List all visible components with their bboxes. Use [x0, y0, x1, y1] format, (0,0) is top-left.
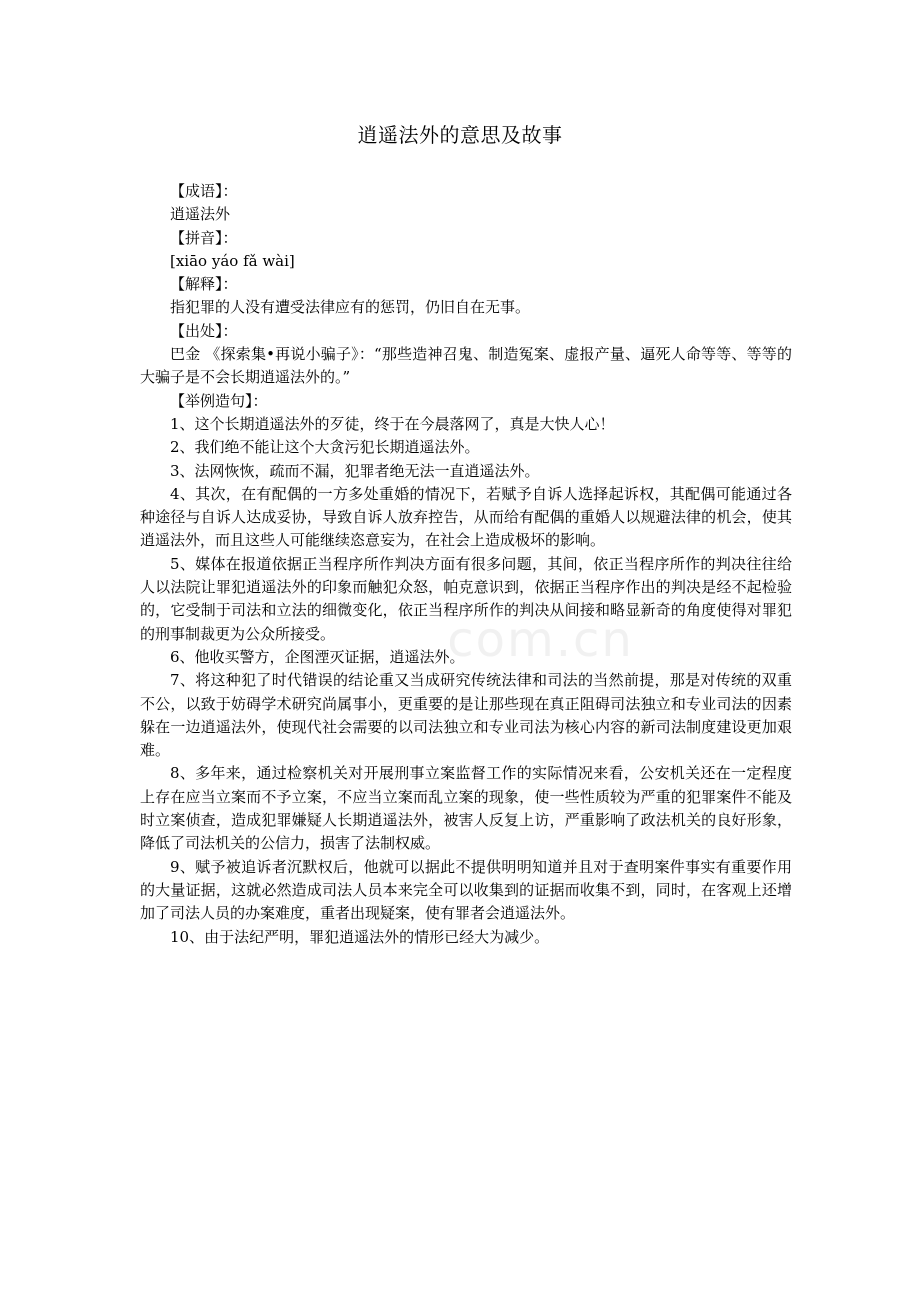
document-title: 逍遥法外的意思及故事 — [357, 123, 563, 147]
pinyin-label: 【拼音】： — [170, 228, 238, 247]
meaning-label: 【解释】： — [170, 275, 238, 294]
example-sentence: 4、其次，在有配偶的一方多处重婚的情况下，若赋予自诉人选择起诉权，其配偶可能通过各种途径与自诉人达成妥协，导致自诉人放弃控告，从而给有配偶的重婚人以规避法律的机会，使其逍遥法外，而且这些人可能继续恣意妄为，在社会上造成极坏的影响。 — [140, 484, 792, 550]
examples-label: 【举例造句】： — [170, 391, 268, 410]
source-label: 【出处】： — [170, 321, 238, 340]
example-sentence: 8、多年来，通过检察机关对开展刑事立案监督工作的实际情况来看，公安机关还在一定程度上存在应当立案而不予立案，不应当立案而乱立案的现象，使一些性质较为严重的犯罪案件不能及时立案侦查，造成犯罪嫌疑人长期逍遥法外，被害人反复上访，严重影响了政法机关的良好形象，降低了司法机关的公信力，损害了法制权威。 — [140, 764, 792, 853]
example-sentence: 5、媒体在报道依据正当程序所作判决方面有很多问题，其间，依正当程序所作的判决往往给人以法院让罪犯逍遥法外的印象而触犯众怒，帕克意识到，依据正当程序作出的判决是经不起检验的，它受制于司法和立法的细微变化，依正当程序所作的判决从间接和略显新奇的角度使得对罪犯的刑事制裁更为公众所接受。 — [140, 554, 792, 643]
document-body — [140, 180, 792, 949]
source-text: 巴金 《探索集•再说小骗子》：“那些造神召鬼、制造冤案、虚报产量、逼死人命等等、等等的大骗子是不会长期逍遥法外的。” — [140, 345, 792, 387]
idiom-label: 【成语】： — [170, 182, 238, 200]
example-sentence: 9、赋予被追诉者沉默权后，他就可以据此不提供明明知道并且对于查明案件事实有重要作用的大量证据，这就必然造成司法人员本来完全可以收集到的证据而收集不到，同时，在客观上还增加了司法人员的办案难度，重者出现疑案，使有罪者会逍遥法外。 — [140, 857, 792, 923]
idiom-text: 逍遥法外 — [170, 205, 231, 224]
example-sentence: 10、由于法纪严明，罪犯逍遥法外的情形已经大为减少。 — [170, 927, 550, 946]
watermark-text: .com.cn — [430, 612, 634, 668]
example-sentence: 2、我们绝不能让这个大贪污犯长期逍遥法外。 — [170, 438, 480, 457]
meaning-text: 指犯罪的人没有遭受法律应有的惩罚，仍旧自在无事。 — [170, 298, 531, 317]
example-sentence: 7、将这种犯了时代错误的结论重又当成研究传统法律和司法的当然前提，那是对传统的双重不公，以致于妨碍学术研究尚属事小，更重要的是让那些现在真正阻碍司法独立和专业司法的因素躲在一边逍遥法外，使现代社会需要的以司法独立和专业司法为核心内容的新司法制度建设更加艰难。 — [140, 671, 792, 760]
example-sentence: 6、他收买警方，企图湮灭证据，逍遥法外。 — [170, 647, 465, 666]
example-sentence: 1、这个长期逍遥法外的歹徒，终于在今晨落网了，真是大快人心！ — [170, 414, 615, 433]
pinyin-text: [xiāo yáo fǎ wài] — [170, 251, 295, 270]
example-sentence: 3、法网恢恢，疏而不漏，犯罪者绝无法一直逍遥法外。 — [170, 461, 540, 480]
